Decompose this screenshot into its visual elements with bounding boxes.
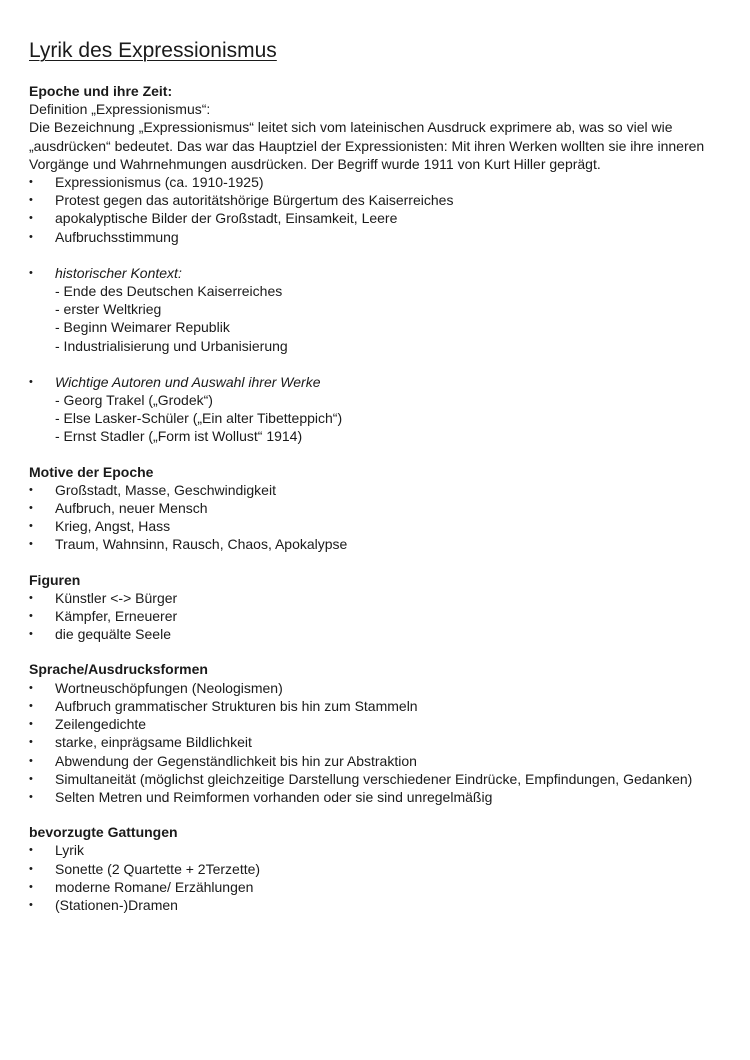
list-item: • Aufbruchsstimmung: [29, 228, 729, 246]
list-item: • Expressionismus (ca. 1910-1925): [29, 173, 729, 191]
definition-text: Die Bezeichnung „Expressionismus“ leitet sich vom lateinischen Ausdruck exprimere ab, was so viel wie „ausdrücken“ bedeutet. Das war das Hauptziel der Expressionisten: Mit ihren Werken wollten sie ihre inneren Vorgänge und Wahrnehmungen ausdrücken. Der Begriff wurde 1911 von Kurt Hiller geprägt.: [29, 119, 705, 172]
autoren-label: Wichtige Autoren und Auswahl ihrer Werke: [55, 373, 321, 390]
list-item: • Aufbruch, neuer Mensch: [29, 499, 729, 517]
list-item: • moderne Romane/ Erzählungen: [29, 878, 729, 896]
list-item: • Traum, Wahnsinn, Rausch, Chaos, Apokalypse: [29, 535, 729, 553]
spacer: [29, 355, 729, 373]
list-item: • Zeilengedichte: [29, 715, 729, 733]
section-heading-gattungen: bevorzugte Gattungen: [29, 824, 178, 841]
definition-label: Definition „Expressionismus“:: [29, 101, 211, 118]
section-gattungen: [29, 823, 729, 914]
list-item: - erster Weltkrieg: [55, 301, 162, 318]
list-item: - Industrialisierung und Urbanisierung: [55, 337, 288, 354]
list-item: • Großstadt, Masse, Geschwindigkeit: [29, 481, 729, 499]
list-item: • Kämpfer, Erneuerer: [29, 607, 729, 625]
section-heading-motive: Motive der Epoche: [29, 463, 154, 480]
spacer: [29, 446, 729, 463]
kontext-item: [29, 264, 729, 355]
list-item: • Künstler <-> Bürger: [29, 589, 729, 607]
spacer: [29, 643, 729, 660]
kontext-list: [29, 264, 729, 355]
list-item: • (Stationen-)Dramen: [29, 896, 729, 914]
autoren-sublist: [55, 391, 729, 446]
list-item: • Aufbruch grammatischer Strukturen bis hin zum Stammeln: [29, 697, 729, 715]
section-figuren: [29, 571, 729, 644]
gattungen-list: [29, 841, 729, 914]
list-item: - Else Lasker-Schüler („Ein alter Tibetteppich“): [55, 410, 343, 427]
section-heading-figuren: Figuren: [29, 571, 81, 588]
autoren-item: [29, 373, 729, 446]
list-item: - Ende des Deutschen Kaiserreiches: [55, 283, 283, 300]
list-item: • Krieg, Angst, Hass: [29, 517, 729, 535]
spacer: [29, 554, 729, 571]
list-item: - Ernst Stadler („Form ist Wollust“ 1914): [55, 428, 303, 445]
autoren-list: [29, 373, 729, 446]
list-item: - Georg Trakel („Grodek“): [55, 392, 213, 409]
list-item: • starke, einprägsame Bildlichkeit: [29, 733, 729, 751]
list-item: - Beginn Weimarer Republik: [55, 319, 230, 336]
motive-list: [29, 481, 729, 554]
sprache-list: [29, 679, 729, 806]
figuren-list: [29, 589, 729, 644]
list-item: • apokalyptische Bilder der Großstadt, Einsamkeit, Leere: [29, 209, 729, 227]
section-motive: [29, 463, 729, 554]
section-sprache: [29, 660, 729, 806]
list-item: • Abwendung der Gegenständlichkeit bis hin zur Abstraktion: [29, 752, 729, 770]
section-heading-epoche: Epoche und ihre Zeit:: [29, 83, 173, 99]
list-item: • die gequälte Seele: [29, 625, 729, 643]
kontext-sublist: [55, 282, 729, 355]
list-item: • Lyrik: [29, 841, 729, 859]
list-item: • Simultaneität (möglichst gleichzeitige Darstellung verschiedener Eindrücke, Empfindungen, Gedanken): [29, 770, 729, 788]
list-item: • Selten Metren und Reimformen vorhanden oder sie sind unregelmäßig: [29, 788, 729, 806]
kontext-label: historischer Kontext:: [55, 264, 182, 281]
section-epoche: [29, 82, 729, 446]
list-item: • Sonette (2 Quartette + 2Terzette): [29, 860, 729, 878]
epoche-bullet-list: [29, 173, 729, 246]
spacer: [29, 246, 729, 264]
list-item: • Protest gegen das autoritätshörige Bürgertum des Kaiserreiches: [29, 191, 729, 209]
section-heading-sprache: Sprache/Ausdrucksformen: [29, 661, 208, 678]
document-title: Lyrik des Expressionismus: [29, 39, 277, 62]
spacer: [29, 806, 729, 823]
list-item: • Wortneuschöpfungen (Neologismen): [29, 679, 729, 697]
document-page: [29, 38, 729, 914]
